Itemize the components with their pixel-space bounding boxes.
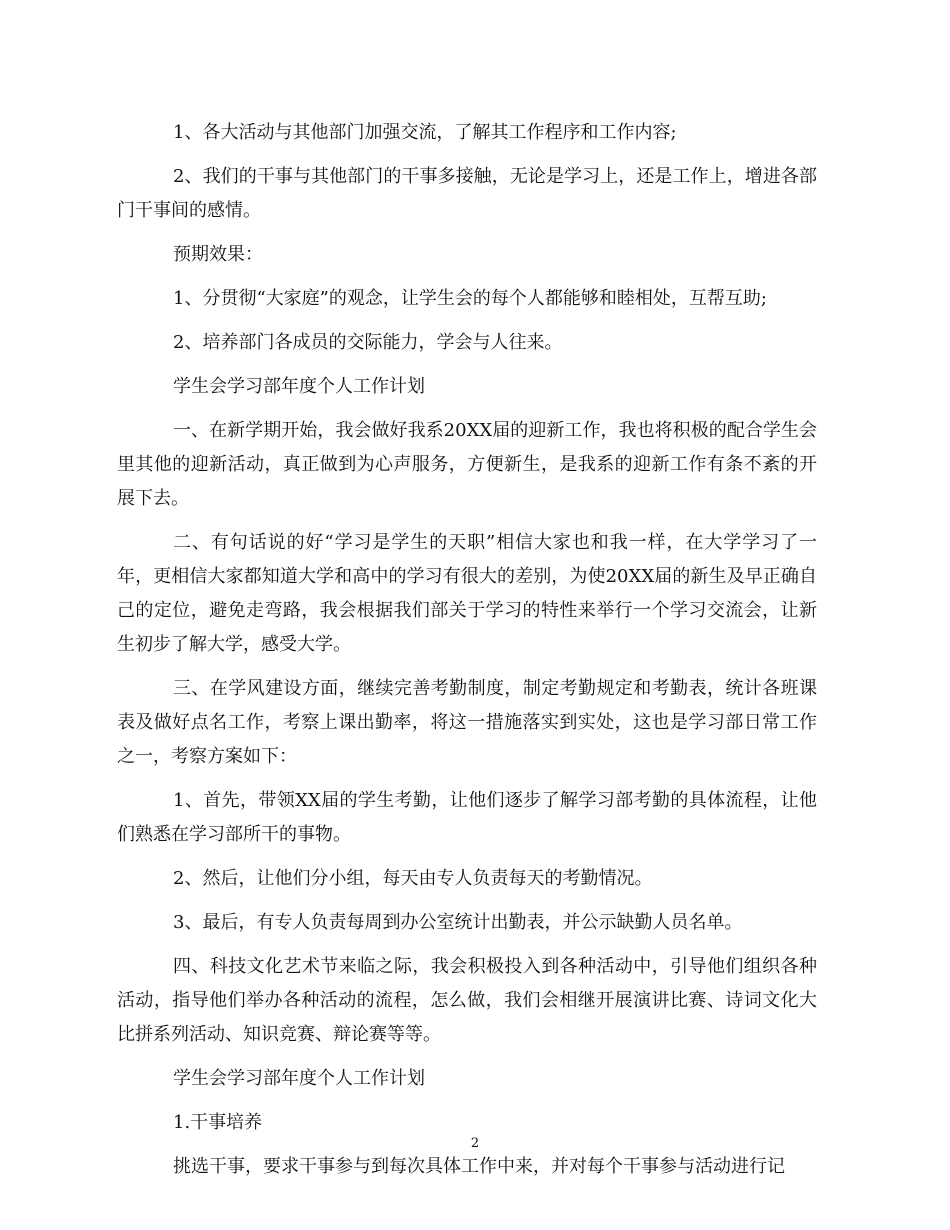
paragraph: 3、最后，有专人负责每周到办公室统计出勤表，并公示缺勤人员名单。 [173,912,743,933]
paragraph: 2、然后，让他们分小组，每天由专人负责每天的考勤情况。 [173,868,653,889]
paragraph: 三、在学风建设方面，继续完善考勤制度，制定考勤规定和考勤表，统计各班课表及做好点名工作，考察上课出勤率，将这一措施落实到实处，这也是学习部日常工作之一，考察方案如下： [117,678,817,767]
paragraph: 预期效果： [173,244,263,265]
paragraph: 二、有句话说的好“学习是学生的天职”相信大家也和我一样，在大学学习了一年，更相信大家都知道大学和高中的学习有很大的差别，为使20XX届的新生及早正确自己的定位，避免走弯路，我会根据我们部关于学习的特性来举行一个学习交流会，让新生初步了解大学，感受大学。 [117,532,817,655]
page-number: 2 [470,1136,480,1151]
document-body [117,116,817,1194]
paragraph: 挑选干事，要求干事参与到每次具体工作中来，并对每个干事参与活动进行记 [173,1156,785,1177]
paragraph: 2、我们的干事与其他部门的干事多接触，无论是学习上，还是工作上，增进各部门干事间的感情。 [117,166,817,221]
paragraph: 一、在新学期开始，我会做好我系20XX届的迎新工作，我也将积极的配合学生会里其他的迎新活动，真正做到为心声服务，方便新生，是我系的迎新工作有条不紊的开展下去。 [117,420,817,509]
subsection-heading: 1.干事培养 [173,1112,263,1133]
paragraph: 四、科技文化艺术节来临之际，我会积极投入到各种活动中，引导他们组织各种活动，指导他们举办各种活动的流程，怎么做，我们会相继开展演讲比赛、诗词文化大比拼系列活动、知识竞赛、辩论赛等等。 [117,956,817,1045]
section-heading: 学生会学习部年度个人工作计划 [173,376,425,397]
paragraph: 1、首先，带领XX届的学生考勤，让他们逐步了解学习部考勤的具体流程，让他们熟悉在学习部所干的事物。 [117,790,817,845]
paragraph: 2、培养部门各成员的交际能力，学会与人往来。 [173,332,563,353]
paragraph: 1、各大活动与其他部门加强交流，了解其工作程序和工作内容; [173,122,677,143]
section-heading: 学生会学习部年度个人工作计划 [173,1068,425,1089]
paragraph: 1、分贯彻“大家庭”的观念，让学生会的每个人都能够和睦相处，互帮互助; [173,288,767,309]
